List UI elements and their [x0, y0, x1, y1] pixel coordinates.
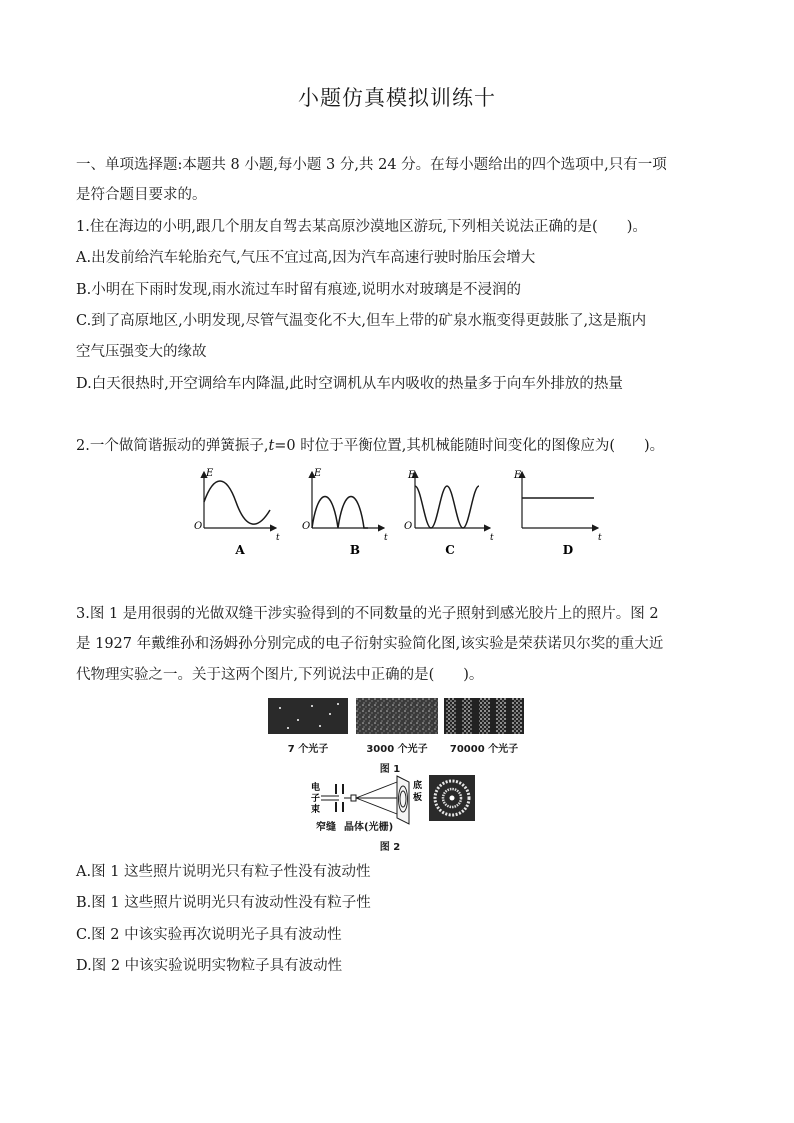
section-instructions-line1: 一、单项选择题:本题共 8 小题,每小题 3 分,共 24 分。在每小题给出的四个选项中,只有一项 — [76, 157, 667, 173]
q2-graphs — [190, 466, 610, 562]
figure-2-caption: 图 2 — [379, 842, 401, 853]
figure-1-caption: 图 1 — [379, 764, 401, 775]
graph-d-y-label: E — [514, 470, 522, 481]
graph-d — [513, 470, 602, 557]
crystal-shape — [351, 795, 356, 801]
graph-b-y-label: E — [314, 468, 322, 479]
page-title: 小题仿真模拟训练十 — [298, 86, 496, 110]
graph-a-label: A — [235, 543, 245, 557]
graph-a-origin: O — [194, 521, 203, 532]
q3-stem-line3: 代物理实验之一。关于这两个图片,下列说法中正确的是( )。 — [76, 667, 484, 683]
q1-option-a: A.出发前给汽车轮胎充气,气压不宜过高,因为汽车高速行驶时胎压会增大 — [76, 250, 536, 266]
photo-3000-photons — [356, 698, 438, 734]
beam-label-3: 束 — [311, 805, 321, 815]
q1-stem: 1.住在海边的小明,跟几个朋友自驾去某高原沙漠地区游玩,下列相关说法正确的是( )。 — [76, 219, 647, 235]
graph-c-origin: O — [404, 521, 413, 532]
graph-d-x-label: t — [598, 533, 602, 543]
graph-d-label: D — [562, 543, 574, 557]
q1-option-c-line2: 空气压强变大的缘故 — [76, 344, 207, 360]
svg-text:底: 底 — [413, 781, 423, 791]
section-instructions-line2: 是符合题目要求的。 — [76, 187, 207, 203]
graph-a-curve — [204, 481, 270, 524]
graph-a-y-label: E — [206, 468, 214, 479]
slit-label: 窄缝 — [316, 822, 336, 833]
photo-3000-label: 3000 个光子 — [366, 744, 428, 755]
graph-c-label: C — [445, 543, 455, 557]
graph-b — [302, 468, 388, 557]
graph-b-label: B — [349, 543, 361, 557]
q3-option-d: D.图 2 中该实验说明实物粒子具有波动性 — [76, 958, 343, 974]
q3-option-c: C.图 2 中该实验再次说明光子具有波动性 — [76, 927, 342, 943]
crystal-label: 晶体(光栅) — [344, 822, 394, 833]
q3-stem-line2: 是 1927 年戴维孙和汤姆孙分别完成的电子衍射实验简化图,该实验是荣获诺贝尔奖的重大近 — [76, 636, 664, 652]
graph-a — [194, 468, 280, 557]
beam-label-2: 子 — [311, 794, 321, 804]
svg-text:板: 板 — [413, 793, 423, 803]
photo-7-label: 7 个光子 — [287, 744, 329, 755]
q3-option-b: B.图 1 这些照片说明光只有波动性没有粒子性 — [76, 895, 371, 911]
q3-stem-line1: 3.图 1 是用很弱的光做双缝干涉实验得到的不同数量的光子照射到感光胶片上的照片。图 2 — [76, 606, 659, 622]
q1-option-b: B.小明在下雨时发现,雨水流过车时留有痕迹,说明水对玻璃是不浸润的 — [76, 282, 521, 298]
q3-option-a: A.图 1 这些照片说明光只有粒子性没有波动性 — [76, 864, 371, 880]
photo-7-photons — [268, 698, 348, 734]
beam-label-1: 电 — [311, 783, 321, 793]
photo-70000-photons — [444, 698, 524, 734]
photo-70000-label: 70000 个光子 — [449, 744, 519, 755]
graph-b-curve — [312, 497, 368, 529]
q2-stem: 2.一个做简谐振动的弹簧振子,t=0 时位于平衡位置,其机械能随时间变化的图像应为( )。 — [76, 438, 665, 454]
q1-option-d: D.白天很热时,开空调给车内降温,此时空调机从车内吸收的热量多于向车外排放的热量 — [76, 376, 623, 392]
graph-a-x-label: t — [276, 533, 280, 543]
graph-b-origin: O — [302, 521, 311, 532]
graph-c-curve — [415, 486, 479, 528]
graph-b-x-label: t — [384, 533, 388, 543]
graph-c — [404, 470, 494, 557]
graph-c-x-label: t — [490, 533, 494, 543]
q1-option-c-line1: C.到了高原地区,小明发现,尽管气温变化不大,但车上带的矿泉水瓶变得更鼓胀了,这是瓶内 — [76, 313, 647, 329]
graph-c-y-label: E — [408, 470, 416, 481]
